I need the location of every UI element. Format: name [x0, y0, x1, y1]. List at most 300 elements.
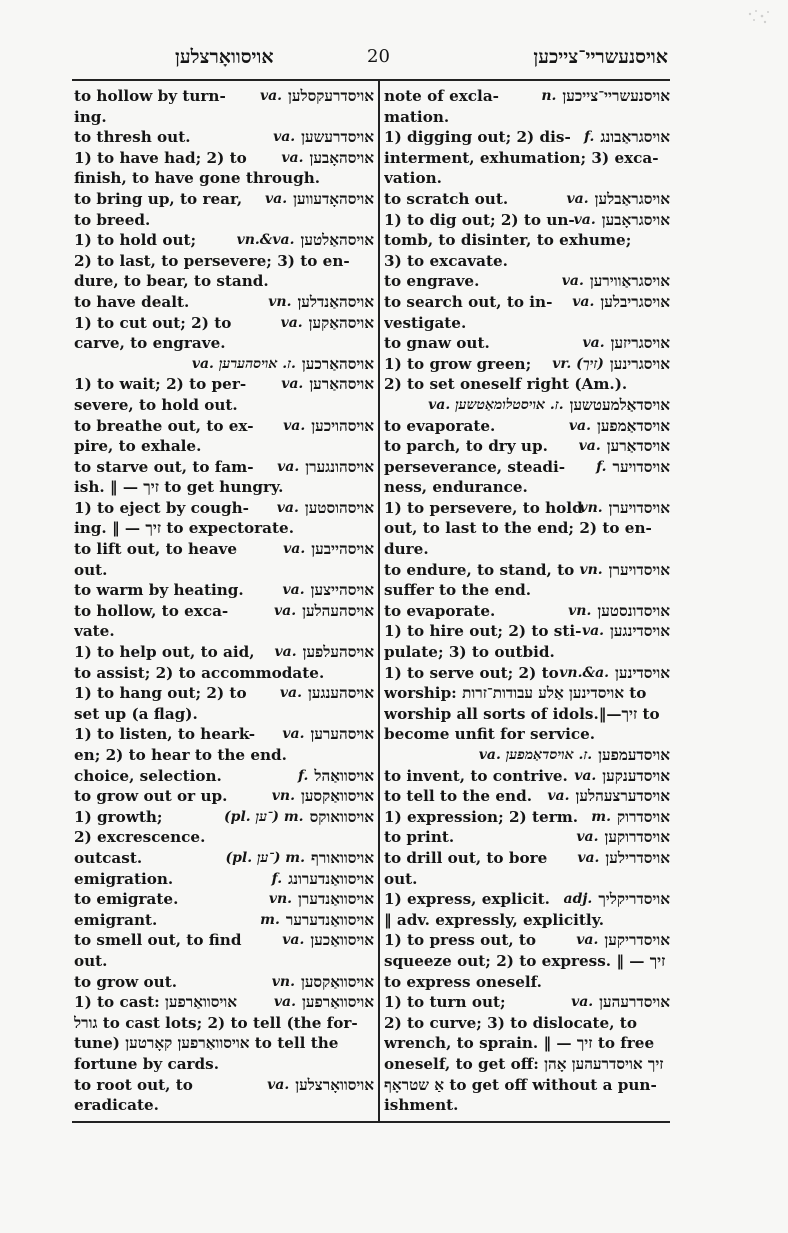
dictionary-entry: [74, 127, 374, 148]
definition-text: 1) to hang out; 2) to: [74, 684, 247, 703]
definition-text: fortune by cards.: [74, 1054, 219, 1073]
part-of-speech: va.: [282, 932, 305, 949]
entry-line: [74, 766, 374, 787]
headword: אויסוואוקס: [309, 807, 374, 826]
part-of-speech: vr. (זיך): [552, 355, 604, 372]
definition-text: אַ שטראָף to get off without a pun-: [384, 1075, 657, 1094]
entry-line: [384, 374, 670, 395]
dictionary-entry: [74, 86, 374, 127]
headword: אויסדויערן: [608, 560, 670, 579]
entry-line: [74, 395, 374, 416]
dictionary-entry: [74, 148, 374, 189]
definition-text: to drill out, to bore: [384, 848, 548, 867]
definition-text: 1) digging out; 2) dis-: [384, 128, 571, 147]
part-of-speech: va.: [578, 438, 601, 455]
header-rule: [72, 79, 670, 81]
definition-text: finish, to have gone through.: [74, 169, 321, 188]
definition-text: vestigate.: [384, 313, 467, 332]
part-of-speech: vn.: [268, 293, 292, 310]
entry-line: [384, 848, 670, 869]
headword: אויסדערצעהלען: [575, 787, 670, 806]
definition-text: wrench, to sprain. ‖ — זיך to free: [384, 1034, 655, 1053]
entry-line: [384, 580, 670, 601]
entry-line: [384, 642, 670, 663]
dictionary-entry: [384, 889, 670, 930]
entry-line: [74, 1054, 374, 1075]
definition-text: emigrant.: [74, 910, 158, 929]
part-of-speech: vn.: [271, 788, 295, 805]
entry-line: [384, 745, 670, 766]
dictionary-entry: [384, 848, 670, 889]
entry-line: [74, 230, 374, 251]
entry-line: [384, 148, 670, 169]
headword: אויסהאַנדלען: [297, 292, 374, 311]
entry-line: [384, 210, 670, 231]
definition-text: ness, endurance.: [384, 478, 528, 497]
entry-line: [384, 724, 670, 745]
dictionary-entry: [74, 601, 374, 642]
headword: אויסהאָדעווען: [293, 189, 374, 208]
part-of-speech: (pl. ־ען) m.: [225, 849, 305, 866]
part-of-speech: va. ז. אויסדאַמפען.: [478, 747, 593, 763]
entry-line: [384, 518, 670, 539]
definition-text: 1) to persevere, to hold: [384, 498, 583, 517]
definition-text: to smell out, to find: [74, 931, 242, 950]
dictionary-entry: [74, 354, 374, 375]
entry-line: [384, 477, 670, 498]
page-number: 20: [367, 46, 390, 67]
dictionary-entry: [74, 910, 374, 931]
entry-line: [384, 86, 670, 107]
dictionary-entry: [384, 807, 670, 828]
entry-line: [74, 601, 374, 622]
part-of-speech: va. ז. אויסטלומאַטשען.: [428, 396, 564, 413]
definition-text: 1) to dig out; 2) to un-: [384, 210, 575, 229]
entry-line: [384, 889, 670, 910]
dictionary-entry: [384, 210, 670, 272]
headword: אויסדעמפען: [598, 746, 670, 764]
entry-line: [384, 992, 670, 1013]
headword: אויסדויערן: [608, 498, 670, 517]
entry-line: [384, 1033, 670, 1054]
entry-line: [74, 333, 374, 354]
entry-line: [384, 333, 670, 354]
running-head-right: אויסנעשריי־צייכען: [533, 46, 668, 68]
part-of-speech: va.: [574, 767, 597, 784]
definition-text: to lift out, to heave: [74, 540, 238, 559]
entry-line: [74, 951, 374, 972]
dictionary-entry: [74, 313, 374, 354]
headword: אויסדרעהען: [599, 993, 670, 1012]
entry-line: [74, 292, 374, 313]
dictionary-entry: [384, 601, 670, 622]
definition-text: to gnaw out.: [384, 334, 490, 353]
headword: אויסדרעקסלען: [288, 87, 374, 105]
definition-text: to invent, to contrive.: [384, 766, 568, 785]
part-of-speech: va.: [577, 849, 600, 866]
part-of-speech: va.: [571, 994, 594, 1011]
entry-line: [384, 1013, 670, 1034]
entry-line: [384, 972, 670, 993]
entry-line: [74, 560, 374, 581]
part-of-speech: va.: [259, 88, 283, 104]
definition-text: 1) to turn out;: [384, 993, 506, 1012]
dictionary-entry: [384, 663, 670, 745]
dictionary-entry: [384, 271, 670, 292]
headword: אויסדריקליך: [598, 890, 670, 909]
entry-line: [74, 210, 374, 231]
entry-line: [384, 663, 670, 684]
entry-line: [74, 518, 374, 539]
entry-line: [384, 457, 670, 478]
definition-text: tune) אויסוואַרפען קאָרטען to tell the: [74, 1034, 339, 1053]
entry-line: [74, 683, 374, 704]
definition-text: to search out, to in-: [384, 292, 553, 311]
definition-text: 1) to grow green;: [384, 354, 532, 373]
definition-text: 1) to cast: אויסוואַרפען: [74, 993, 238, 1012]
part-of-speech: m.: [591, 808, 611, 825]
definition-text: mation.: [384, 107, 450, 126]
entry-line: [74, 745, 374, 766]
headword: אויסדריקען: [604, 931, 670, 950]
entry-line: [384, 251, 670, 272]
headword: אויסגראַבלען: [594, 189, 670, 208]
definition-text: out.: [74, 560, 108, 579]
definition-text: to tell to the end.: [384, 787, 532, 806]
headword: אויסדאַמפען: [596, 416, 670, 435]
dictionary-entry: [384, 189, 670, 210]
definition-text: 1) to help out, to aid,: [74, 643, 255, 662]
definition-text: to evaporate.: [384, 601, 496, 620]
entry-line: [384, 271, 670, 292]
entry-line: [384, 107, 670, 128]
entry-line: [74, 704, 374, 725]
dictionary-entry: [74, 724, 374, 765]
part-of-speech: va.: [582, 335, 605, 352]
dictionary-entry: [74, 539, 374, 580]
definition-text: out, to last to the end; 2) to en-: [384, 519, 652, 538]
part-of-speech: va.: [280, 314, 303, 331]
definition-text: severe, to hold out.: [74, 395, 238, 414]
dictionary-entry: [74, 292, 374, 313]
definition-text: carve, to engrave.: [74, 334, 226, 353]
dictionary-entry: [384, 745, 670, 766]
dictionary-entry: [74, 786, 374, 807]
part-of-speech: vn.: [579, 499, 603, 516]
part-of-speech: va.: [566, 190, 589, 207]
headword: אויסגראַווירען: [589, 272, 670, 291]
definition-text: perseverance, steadi-: [384, 457, 566, 476]
entry-line: [74, 580, 374, 601]
headword: אויסדענקען: [602, 766, 670, 785]
dictionary-entry: [74, 889, 374, 910]
headword: אויסהענגען: [307, 684, 374, 703]
part-of-speech: va.: [573, 211, 596, 228]
definition-text: 1) to hire out; 2) to sti-: [384, 622, 582, 641]
entry-line: [384, 766, 670, 787]
headword: אויסוואַקסען: [300, 787, 374, 806]
entry-line: [384, 395, 670, 416]
entry-line: [384, 910, 670, 931]
definition-text: 1) to have had; 2) to: [74, 148, 247, 167]
page-header: [75, 40, 670, 76]
entry-line: [74, 354, 374, 375]
definition-text: note of excla-: [384, 87, 499, 105]
headword: אויסוואַרפען: [302, 993, 374, 1012]
entry-line: [74, 107, 374, 128]
entry-line: [384, 189, 670, 210]
entry-line: [74, 807, 374, 828]
part-of-speech: f.: [596, 458, 607, 475]
entry-line: [74, 1013, 374, 1034]
part-of-speech: va. ז. אויסהערען.: [191, 355, 296, 372]
dictionary-entry: [74, 230, 374, 292]
entry-line: [74, 86, 374, 107]
entry-line: [384, 436, 670, 457]
definition-text: to breed.: [74, 210, 151, 229]
entry-line: [74, 251, 374, 272]
definition-text: emigration.: [74, 869, 174, 888]
definition-text: to hollow by turn-: [74, 87, 226, 105]
part-of-speech: va.: [576, 829, 599, 846]
entry-line: [384, 1054, 670, 1075]
dictionary-entry: [74, 930, 374, 971]
entry-line: [384, 292, 670, 313]
definition-text: worship: אויסדינען אַלע עבודות־זרות to: [384, 684, 647, 703]
dictionary-entry: [74, 457, 374, 498]
headword: אויסנעשריי־צייכען: [562, 87, 670, 105]
entry-line: [384, 313, 670, 334]
definition-text: to scratch out.: [384, 189, 509, 208]
scan-artifact: [740, 6, 774, 28]
definition-text: 1) to press out, to: [384, 931, 537, 950]
entry-line: [384, 807, 670, 828]
definition-text: worship all sorts of idols.‖—זיך to: [384, 704, 660, 723]
part-of-speech: va.: [581, 623, 605, 640]
dictionary-entry: [74, 869, 374, 890]
dictionary-entry: [74, 1075, 374, 1116]
definition-text: choice, selection.: [74, 766, 222, 785]
definition-text: 2) to curve; 3) to dislocate, to: [384, 1013, 637, 1032]
headword: אויסוואַנדערונג: [288, 869, 374, 888]
dictionary-entry: [74, 498, 374, 539]
definition-text: become unfit for service.: [384, 725, 596, 744]
definition-text: 2) to last, to persevere; 3) to en-: [74, 251, 350, 270]
entry-line: [384, 127, 670, 148]
dictionary-entry: [74, 374, 374, 415]
definition-text: ing. ‖ — זיך to expectorate.: [74, 519, 294, 538]
entry-line: [384, 704, 670, 725]
dictionary-entry: [384, 498, 670, 560]
entry-line: [384, 827, 670, 848]
entry-line: [74, 313, 374, 334]
part-of-speech: va.: [281, 376, 304, 393]
part-of-speech: f.: [297, 767, 309, 784]
definition-text: eradicate.: [74, 1096, 159, 1115]
right-column: [384, 86, 670, 1116]
part-of-speech: va.: [283, 417, 306, 434]
headword: אויסהאַקען: [308, 313, 374, 332]
dictionary-entry: [74, 992, 374, 1074]
entry-line: [74, 642, 374, 663]
definition-text: vation.: [384, 169, 442, 188]
headword: אויסדרעשען: [301, 128, 374, 147]
entry-line: [74, 889, 374, 910]
dictionary-entry: [384, 436, 670, 457]
part-of-speech: vn.&va.: [236, 232, 295, 249]
entry-line: [384, 621, 670, 642]
definition-text: suffer to the end.: [384, 581, 532, 600]
definition-text: 1) to hold out;: [74, 231, 197, 250]
definition-text: out.: [384, 869, 418, 888]
headword: אויסהאַלטען: [300, 231, 374, 250]
entry-line: [74, 992, 374, 1013]
definition-text: to grow out.: [74, 972, 178, 991]
dictionary-entry: [384, 416, 670, 437]
entry-line: [384, 539, 670, 560]
headword: אויסהערען: [310, 725, 374, 744]
headword: אויסגריזען: [610, 334, 670, 353]
definition-text: to engrave.: [384, 272, 480, 291]
headword: אויסדרילען: [605, 848, 670, 867]
part-of-speech: n.: [541, 88, 557, 104]
part-of-speech: vn.: [568, 602, 592, 619]
entry-line: [74, 621, 374, 642]
definition-text: out.: [74, 951, 108, 970]
definition-text: to hollow, to exca-: [74, 601, 229, 620]
definition-text: en; 2) to hear to the end.: [74, 746, 287, 764]
headword: אויסהאַרכען: [301, 354, 374, 373]
dictionary-entry: [384, 86, 670, 127]
entry-line: [74, 786, 374, 807]
headword: אויסגריבלען: [600, 292, 670, 311]
entry-line: [74, 127, 374, 148]
definition-text: to evaporate.: [384, 416, 496, 435]
definition-text: to warm by heating.: [74, 581, 244, 600]
definition-text: oneself, to get off: זיך אויסדרעהען אָהן: [384, 1054, 664, 1073]
dictionary-entry: [384, 395, 670, 416]
entry-line: [384, 560, 670, 581]
headword: אויסהעהלען: [302, 601, 374, 620]
headword: אויסדרוק: [616, 807, 670, 826]
entry-line: [74, 457, 374, 478]
running-head-left: אויסוואָרצלען: [175, 46, 274, 68]
part-of-speech: va.: [572, 293, 595, 310]
dictionary-entry: [384, 292, 670, 333]
dictionary-entry: [384, 827, 670, 848]
entry-line: [74, 910, 374, 931]
definition-text: interment, exhumation; 3) exca-: [384, 148, 659, 167]
footer-rule: [72, 1121, 670, 1123]
definition-text: 1) growth;: [74, 807, 163, 826]
entry-line: [384, 869, 670, 890]
definition-text: to bring up, to rear,: [74, 189, 243, 208]
definition-text: to parch, to dry up.: [384, 437, 548, 456]
headword: אויסהייצען: [310, 581, 374, 600]
definition-text: 2) excrescence.: [74, 828, 206, 847]
part-of-speech: va.: [576, 932, 599, 949]
left-column: [74, 86, 374, 1116]
part-of-speech: va.: [561, 273, 584, 290]
part-of-speech: f.: [583, 129, 595, 146]
entry-line: [74, 1033, 374, 1054]
part-of-speech: va.: [274, 602, 297, 619]
definition-text: 1) to wait; 2) to per-: [74, 375, 247, 394]
part-of-speech: va.: [276, 499, 299, 516]
entry-line: [74, 724, 374, 745]
headword: אויסהייבען: [311, 540, 374, 559]
entry-line: [74, 869, 374, 890]
dictionary-entry: [384, 930, 670, 992]
definition-text: outcast.: [74, 848, 143, 867]
headword: אויסהאָבען: [309, 148, 374, 167]
entry-line: [74, 1075, 374, 1096]
definition-text: 1) to listen, to heark-: [74, 725, 256, 744]
headword: אויסדויער: [612, 457, 670, 476]
part-of-speech: va.: [267, 1076, 290, 1093]
definition-text: to have dealt.: [74, 292, 190, 311]
part-of-speech: f.: [271, 870, 283, 887]
part-of-speech: vn.: [268, 891, 293, 908]
part-of-speech: va.: [274, 644, 297, 661]
headword: אויסוואורף: [311, 848, 374, 867]
definition-text: 1) to eject by cough-: [74, 498, 249, 517]
entry-line: [384, 498, 670, 519]
entry-line: [384, 951, 670, 972]
entry-line: [384, 601, 670, 622]
dictionary-entry: [74, 766, 374, 787]
column-divider: [378, 80, 380, 1121]
headword: אויסגראַבונג: [600, 128, 670, 147]
definition-text: to assist; 2) to accommodate.: [74, 663, 325, 682]
definition-text: to root out, to: [74, 1075, 193, 1094]
entry-line: [384, 416, 670, 437]
entry-line: [74, 148, 374, 169]
definition-text: ing.: [74, 107, 107, 126]
entry-line: [74, 416, 374, 437]
headword: אויסהעלפען: [302, 643, 374, 662]
headword: אויסוואַנדערער: [285, 910, 374, 929]
dictionary-entry: [384, 457, 670, 498]
entry-line: [74, 539, 374, 560]
entry-line: [74, 374, 374, 395]
definition-text: pire, to exhale.: [74, 437, 202, 456]
dictionary-entry: [74, 972, 374, 993]
entry-line: [384, 168, 670, 189]
part-of-speech: va.: [281, 149, 304, 166]
entry-line: [74, 1095, 374, 1116]
headword: אויסוואַכען: [310, 931, 374, 950]
headword: אויסדינגען: [610, 622, 670, 641]
entry-line: [384, 786, 670, 807]
part-of-speech: m.: [260, 911, 280, 928]
entry-line: [384, 230, 670, 251]
entry-line: [74, 827, 374, 848]
definition-text: vate.: [74, 622, 115, 641]
definition-text: ishment.: [384, 1096, 459, 1115]
headword: אויסדאַלמעטשען: [569, 395, 670, 414]
definition-text: 1) to cut out; 2) to: [74, 313, 232, 332]
part-of-speech: va.: [282, 726, 305, 743]
definition-text: 3) to excavate.: [384, 251, 508, 270]
entry-line: [74, 663, 374, 684]
part-of-speech: va.: [279, 685, 302, 702]
part-of-speech: va.: [282, 582, 305, 599]
entry-line: [74, 477, 374, 498]
entry-line: [74, 189, 374, 210]
part-of-speech: va.: [273, 129, 296, 146]
headword: אויסהויכען: [311, 416, 374, 435]
